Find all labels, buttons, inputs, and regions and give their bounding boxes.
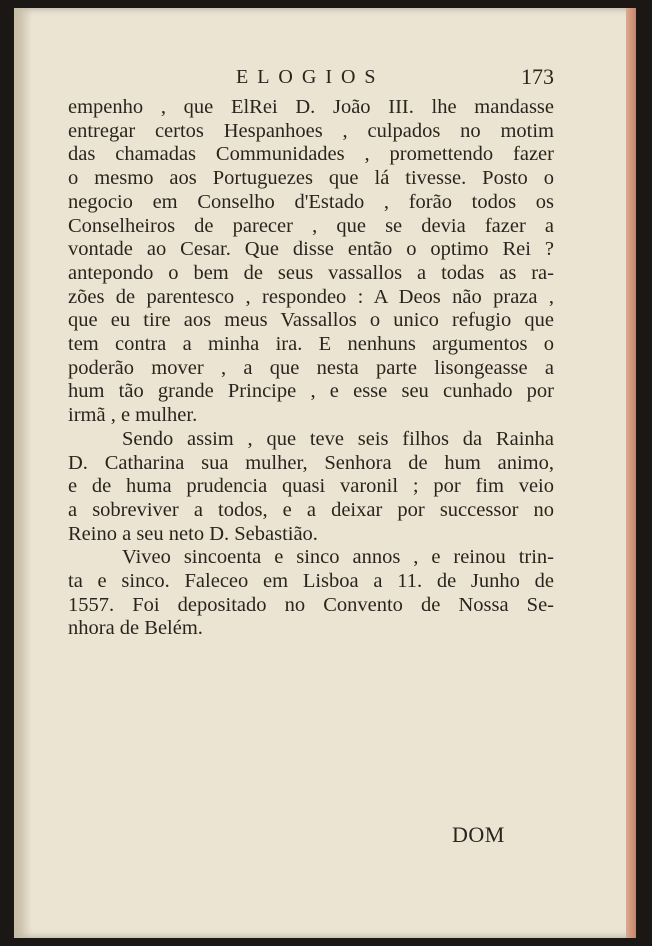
text-line: negocio em Conselho d'Estado , forão todos os: [68, 190, 554, 213]
page-gutter: [14, 8, 32, 938]
page-edge: [626, 8, 636, 938]
text-line: o mesmo aos Portuguezes que lá tivesse. Posto o: [68, 167, 554, 190]
text-line: a sobreviver a todos, e a deixar por successor no: [68, 498, 554, 521]
text-line: empenho , que ElRei D. João III. lhe mandasse: [68, 96, 554, 118]
text-line: Conselheiros de parecer , que se devia fazer a: [68, 214, 554, 237]
text-line: antepondo o bem de seus vassallos a todas as ra-: [68, 261, 554, 284]
text-line: tem contra a minha ira. E nenhuns argumentos o: [68, 333, 554, 356]
text-line: e de huma prudencia quasi varonil ; por fim veio: [68, 475, 554, 498]
text-line: entregar certos Hespanhoes , culpados no motim: [68, 119, 554, 142]
text-line: Sendo assim , que teve seis filhos da Rainha: [122, 427, 554, 450]
text-line: que eu tire aos meus Vassallos o unico refugio que: [68, 309, 554, 332]
text-line: vontade ao Cesar. Que disse então o optimo Rei ?: [68, 238, 554, 261]
text-line: das chamadas Communidades , promettendo fazer: [68, 143, 554, 166]
text-line: Reino a seu neto D. Sebastião.: [68, 522, 318, 545]
text-line: zões de parentesco , respondeo : A Deos não praza ,: [68, 285, 554, 308]
body-text: [68, 96, 554, 641]
text-line: irmã , e mulher.: [68, 404, 198, 427]
running-head: ELOGIOS: [236, 66, 385, 88]
text-line: D. Catharina sua mulher, Senhora de hum animo,: [68, 451, 554, 474]
catchword: DOM: [452, 822, 505, 847]
text-line: poderão mover , a que nesta parte lisongeasse a: [68, 356, 554, 379]
book-page: [14, 8, 636, 938]
text-line: Viveo sincoenta e sinco annos , e reinou trin-: [122, 546, 554, 569]
text-line: nhora de Belém.: [68, 617, 203, 640]
page-number: 173: [521, 64, 554, 89]
text-line: 1557. Foi depositado no Convento de Nossa Se-: [68, 593, 554, 616]
text-line: ta e sinco. Faleceo em Lisboa a 11. de Junho de: [68, 570, 554, 593]
page-header: [66, 62, 554, 94]
text-line: hum tão grande Principe , e esse seu cunhado por: [68, 380, 554, 403]
